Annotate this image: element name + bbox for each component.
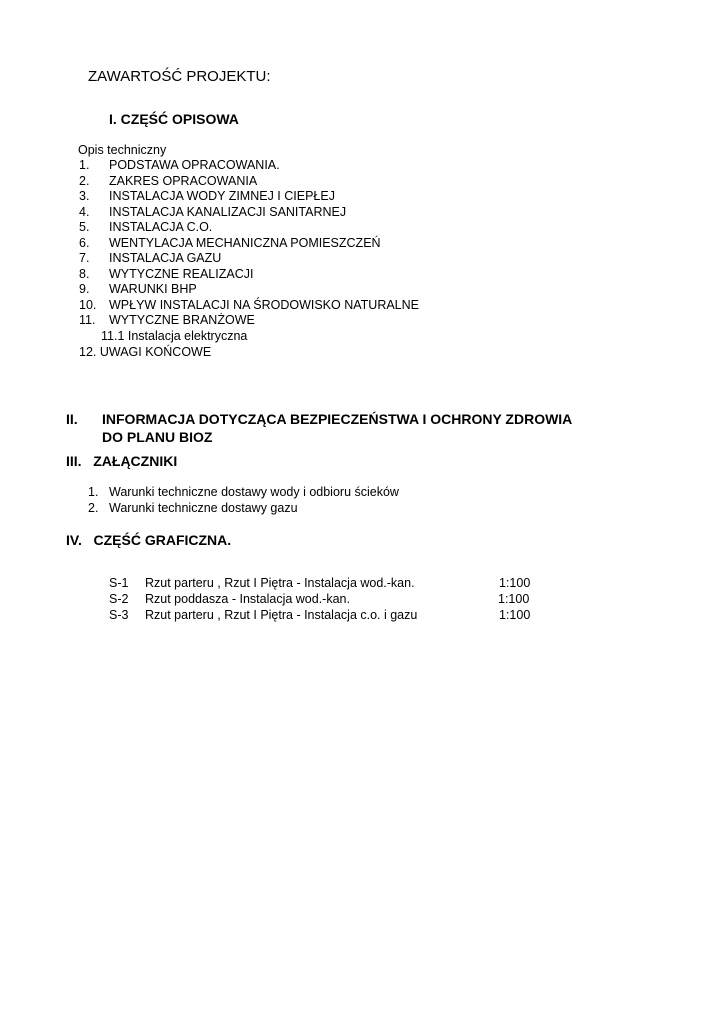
list-item: 11. WYTYCZNE BRANŻOWE [79, 313, 255, 327]
drawing-scale: 1:100 [499, 608, 531, 622]
section-3-list [0, 485, 725, 519]
list-item: 2. ZAKRES OPRACOWANIA [79, 173, 258, 188]
section-1-title: I. CZĘŚĆ OPISOWA [109, 111, 239, 127]
section-1-subitem: 11.1 Instalacja elektryczna [101, 329, 248, 343]
list-item: 6. WENTYLACJA MECHANICZNA POMIESZCZEŃ [79, 235, 381, 250]
drawing-description: Rzut poddasza - Instalacja wod.-kan. [145, 592, 350, 606]
list-item: 5. INSTALACJA C.O. [79, 220, 213, 234]
list-item: 2. Warunki techniczne dostawy gazu [88, 501, 298, 515]
list-item: 1. PODSTAWA OPRACOWANIA. [79, 158, 280, 172]
section-3-title: III. ZAŁĄCZNIKI [66, 453, 178, 469]
drawing-row [0, 592, 725, 608]
page-title: ZAWARTOŚĆ PROJEKTU: [88, 68, 271, 85]
drawing-scale: 1:100 [498, 592, 530, 606]
section-1-intro: Opis techniczny [78, 143, 167, 157]
list-item: 8. WYTYCZNE REALIZACJI [79, 266, 254, 281]
section-2-title-line2: DO PLANU BIOZ [102, 429, 213, 445]
drawing-scale: 1:100 [499, 576, 531, 590]
drawing-code: S-1 [109, 576, 129, 590]
section-1-last-item: 12. UWAGI KOŃCOWE [79, 345, 212, 359]
list-item: 9. WARUNKI BHP [79, 282, 197, 296]
section-2-title-line1: INFORMACJA DOTYCZĄCA BEZPIECZEŃSTWA I OCHRONY ZDROWIA [102, 411, 573, 427]
list-item: 4. INSTALACJA KANALIZACJI SANITARNEJ [79, 204, 347, 219]
drawing-row [0, 576, 725, 592]
section-4-title: IV. CZĘŚĆ GRAFICZNA. [66, 532, 232, 548]
list-item: 3. INSTALACJA WODY ZIMNEJ I CIEPŁEJ [79, 189, 335, 203]
section-1-list [0, 158, 725, 348]
drawing-code: S-3 [109, 608, 129, 622]
list-item: 7. INSTALACJA GAZU [79, 251, 222, 265]
list-item: 1. Warunki techniczne dostawy wody i odbioru ścieków [88, 485, 399, 499]
drawings-list [0, 576, 725, 626]
drawing-row [0, 608, 725, 624]
list-item: 10. WPŁYW INSTALACJI NA ŚRODOWISKO NATURALNE [79, 297, 419, 312]
section-2-number: II. [66, 411, 78, 427]
drawing-description: Rzut parteru , Rzut I Piętra - Instalacja c.o. i gazu [145, 608, 418, 622]
drawing-description: Rzut parteru , Rzut I Piętra - Instalacja wod.-kan. [145, 576, 415, 590]
drawing-code: S-2 [109, 592, 129, 606]
